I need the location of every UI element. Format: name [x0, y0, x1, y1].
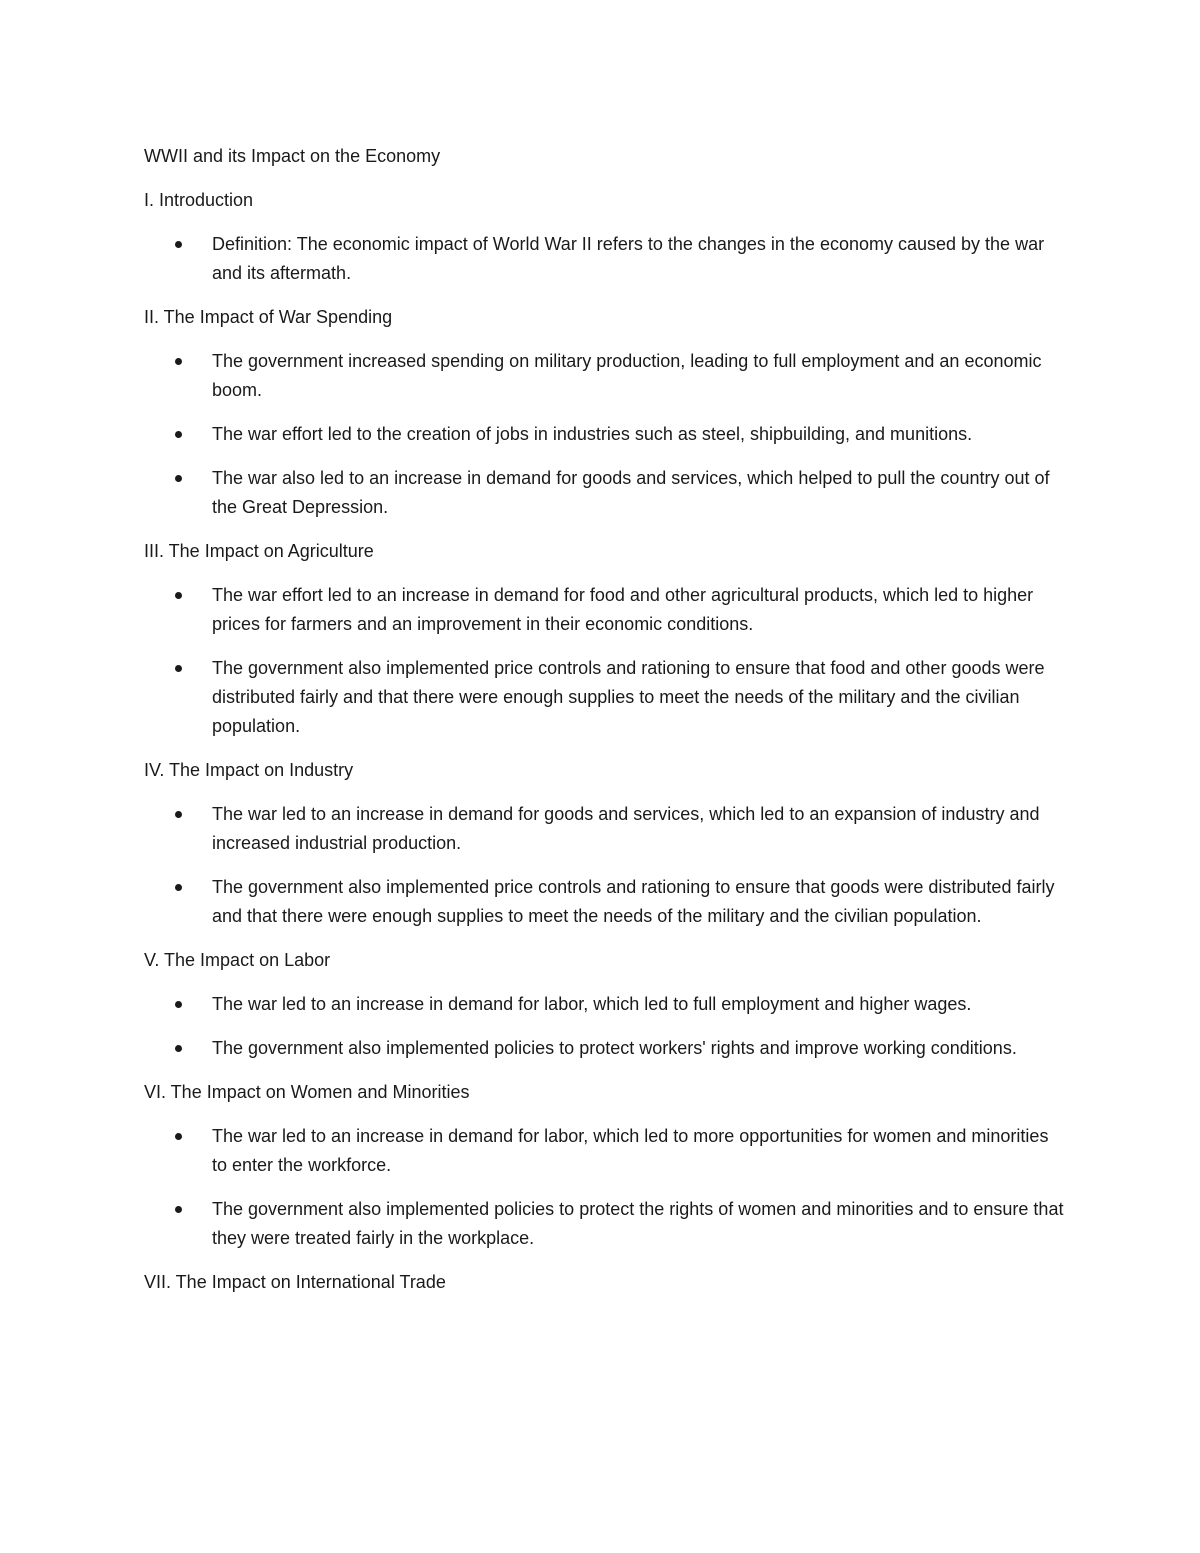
bullet-text: The government increased spending on military production, leading to full employment and an economic boom. [212, 351, 1042, 400]
bullet-dot-icon [175, 811, 182, 818]
bullet-dot-icon [175, 884, 182, 891]
bullet-text: The government also implemented price controls and rationing to ensure that goods were distributed fairly and that there were enough supplies to meet the needs of the military and the civilian population. [212, 877, 1055, 926]
bullet-text: The war effort led to an increase in demand for food and other agricultural products, which led to higher prices for farmers and an improvement in their economic conditions. [212, 585, 1034, 634]
bullet-text: The government also implemented price controls and rationing to ensure that food and other goods were distributed fairly and that there were enough supplies to meet the needs of the military and the civilian population. [212, 658, 1045, 736]
bullet-text: The war led to an increase in demand for goods and services, which led to an expansion of industry and increased industrial production. [212, 804, 1040, 853]
bullet-list [144, 990, 1074, 1063]
bullet-item [144, 1195, 1074, 1253]
section-heading: V. The Impact on Labor [144, 950, 331, 970]
bullet-item [144, 800, 1074, 858]
section-heading: II. The Impact of War Spending [144, 307, 393, 327]
bullet-text: Definition: The economic impact of World War II refers to the changes in the economy caused by the war and its aftermath. [212, 234, 1045, 283]
bullet-text: The war led to an increase in demand for labor, which led to more opportunities for women and minorities to enter the workforce. [212, 1126, 1049, 1175]
bullet-dot-icon [175, 592, 182, 599]
bullet-list [144, 1122, 1074, 1253]
section-heading: III. The Impact on Agriculture [144, 541, 374, 561]
bullet-item [144, 464, 1074, 522]
bullet-item [144, 420, 1074, 449]
bullet-item [144, 654, 1074, 741]
bullet-text: The war led to an increase in demand for labor, which led to full employment and higher wages. [212, 994, 972, 1014]
document-title: WWII and its Impact on the Economy [144, 146, 441, 166]
bullet-dot-icon [175, 358, 182, 365]
bullet-list [144, 800, 1074, 931]
bullet-dot-icon [175, 1045, 182, 1052]
bullet-text: The war also led to an increase in demand for goods and services, which helped to pull the country out of the Great Depression. [212, 468, 1050, 517]
bullet-item [144, 1034, 1074, 1063]
bullet-item [144, 1122, 1074, 1180]
bullet-dot-icon [175, 431, 182, 438]
bullet-item [144, 581, 1074, 639]
section-heading: I. Introduction [144, 190, 254, 210]
bullet-dot-icon [175, 241, 182, 248]
document-sections [144, 186, 1074, 1297]
bullet-list [144, 347, 1074, 522]
section-heading: IV. The Impact on Industry [144, 760, 354, 780]
bullet-item [144, 347, 1074, 405]
bullet-dot-icon [175, 1206, 182, 1213]
bullet-text: The war effort led to the creation of jobs in industries such as steel, shipbuilding, and munitions. [212, 424, 973, 444]
section-heading: VI. The Impact on Women and Minorities [144, 1082, 470, 1102]
bullet-list [144, 581, 1074, 741]
bullet-item [144, 873, 1074, 931]
section-heading: VII. The Impact on International Trade [144, 1272, 446, 1292]
bullet-text: The government also implemented policies to protect workers' rights and improve working conditions. [212, 1038, 1017, 1058]
bullet-item [144, 230, 1074, 288]
bullet-dot-icon [175, 665, 182, 672]
bullet-list [144, 230, 1074, 288]
document-page [144, 142, 1074, 1312]
bullet-dot-icon [175, 1001, 182, 1008]
bullet-dot-icon [175, 475, 182, 482]
bullet-text: The government also implemented policies to protect the rights of women and minorities and to ensure that they were treated fairly in the workplace. [212, 1199, 1064, 1248]
bullet-item [144, 990, 1074, 1019]
bullet-dot-icon [175, 1133, 182, 1140]
